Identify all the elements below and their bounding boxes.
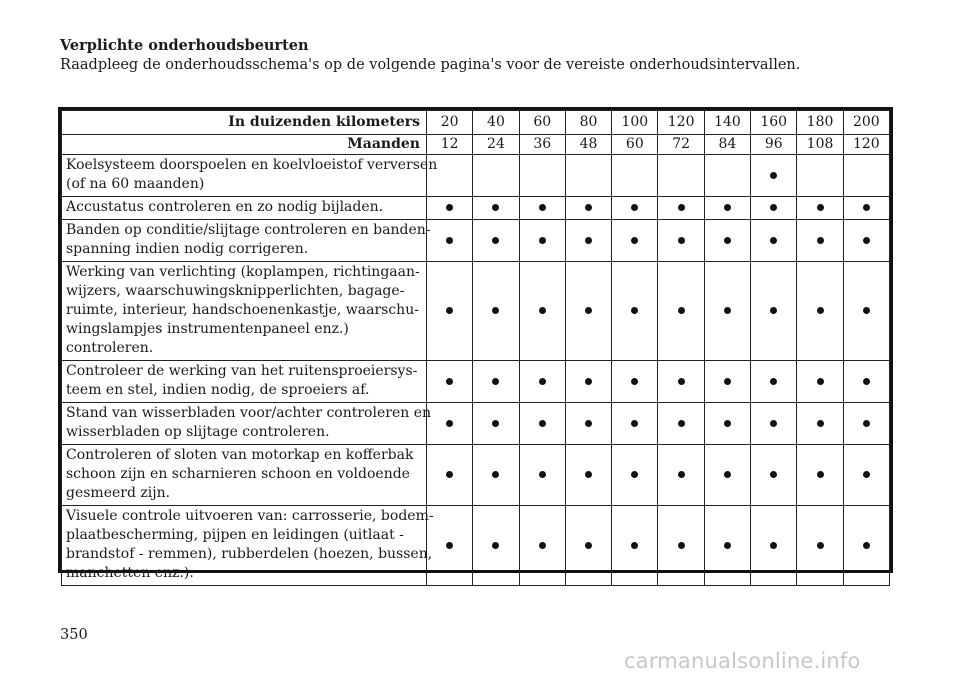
interval-cell	[704, 403, 750, 445]
required-dot-icon	[631, 204, 638, 211]
interval-cell	[612, 220, 658, 262]
interval-cell	[473, 445, 519, 506]
interval-cell	[797, 155, 843, 197]
interval-cell	[704, 262, 750, 361]
required-dot-icon	[539, 542, 546, 549]
required-dot-icon	[678, 542, 685, 549]
interval-cell	[473, 361, 519, 403]
task-row	[62, 155, 890, 197]
required-dot-icon	[492, 237, 499, 244]
interval-cell	[843, 403, 889, 445]
interval-cell	[704, 506, 750, 586]
interval-cell	[658, 361, 704, 403]
km-header-row	[62, 111, 890, 135]
required-dot-icon	[724, 237, 731, 244]
required-dot-icon	[863, 307, 870, 314]
interval-cell	[704, 197, 750, 220]
task-description-line: wingslampjes instrumentenpaneel enz.)	[66, 321, 349, 337]
interval-cell	[751, 197, 797, 220]
months-value: 36	[519, 135, 565, 155]
interval-cell	[612, 403, 658, 445]
interval-cell	[612, 262, 658, 361]
interval-cell	[612, 361, 658, 403]
required-dot-icon	[492, 420, 499, 427]
required-dot-icon	[539, 471, 546, 478]
task-description	[62, 361, 427, 403]
interval-cell	[843, 197, 889, 220]
required-dot-icon	[585, 542, 592, 549]
maintenance-table	[58, 107, 893, 581]
required-dot-icon	[585, 204, 592, 211]
task-description	[62, 403, 431, 445]
interval-cell	[704, 445, 750, 506]
required-dot-icon	[817, 471, 824, 478]
required-dot-icon	[492, 307, 499, 314]
required-dot-icon	[817, 420, 824, 427]
interval-cell	[797, 262, 843, 361]
interval-cell	[751, 403, 797, 445]
interval-cell	[427, 262, 473, 361]
required-dot-icon	[724, 471, 731, 478]
required-dot-icon	[678, 378, 685, 385]
interval-cell	[473, 262, 519, 361]
interval-cell	[473, 506, 519, 586]
required-dot-icon	[770, 237, 777, 244]
required-dot-icon	[770, 471, 777, 478]
interval-cell	[565, 403, 611, 445]
required-dot-icon	[446, 471, 453, 478]
months-header-row	[62, 135, 890, 155]
interval-cell	[797, 197, 843, 220]
required-dot-icon	[585, 471, 592, 478]
interval-cell	[427, 197, 473, 220]
interval-cell	[658, 403, 704, 445]
interval-cell	[612, 445, 658, 506]
required-dot-icon	[678, 204, 685, 211]
interval-cell	[658, 262, 704, 361]
task-description-line: (of na 60 maanden)	[66, 176, 205, 192]
required-dot-icon	[539, 204, 546, 211]
interval-cell	[565, 220, 611, 262]
required-dot-icon	[770, 420, 777, 427]
required-dot-icon	[678, 307, 685, 314]
required-dot-icon	[539, 420, 546, 427]
interval-cell	[751, 361, 797, 403]
task-description-line: Accustatus controleren en zo nodig bijladen.	[66, 199, 384, 215]
task-description	[62, 262, 427, 361]
required-dot-icon	[724, 307, 731, 314]
task-row	[62, 506, 890, 586]
km-value: 180	[797, 111, 843, 135]
task-row	[62, 262, 890, 361]
required-dot-icon	[631, 542, 638, 549]
interval-cell	[751, 220, 797, 262]
required-dot-icon	[770, 204, 777, 211]
interval-cell	[612, 506, 658, 586]
months-value: 84	[704, 135, 750, 155]
km-value: 100	[612, 111, 658, 135]
required-dot-icon	[863, 542, 870, 549]
interval-cell	[519, 506, 565, 586]
interval-cell	[658, 155, 704, 197]
required-dot-icon	[863, 204, 870, 211]
required-dot-icon	[446, 204, 453, 211]
task-description	[62, 197, 427, 220]
interval-cell	[751, 155, 797, 197]
required-dot-icon	[678, 471, 685, 478]
interval-cell	[473, 155, 519, 197]
task-row	[62, 403, 890, 445]
km-value: 40	[473, 111, 519, 135]
task-description-line: Visuele controle uitvoeren van: carrosserie, bodem-	[66, 508, 434, 524]
task-description-line: wijzers, waarschuwingsknipperlichten, bagage-	[66, 283, 405, 299]
required-dot-icon	[770, 172, 777, 179]
required-dot-icon	[585, 420, 592, 427]
km-header-label: In duizenden kilometers	[62, 111, 427, 135]
required-dot-icon	[817, 204, 824, 211]
required-dot-icon	[446, 542, 453, 549]
interval-cell	[797, 506, 843, 586]
interval-cell	[519, 361, 565, 403]
required-dot-icon	[446, 307, 453, 314]
task-description-line: controleren.	[66, 340, 154, 356]
required-dot-icon	[446, 378, 453, 385]
required-dot-icon	[585, 237, 592, 244]
interval-cell	[704, 220, 750, 262]
task-description-line: plaatbescherming, pijpen en leidingen (uitlaat -	[66, 527, 404, 543]
watermark: carmanualsonline.info	[624, 649, 861, 673]
required-dot-icon	[539, 378, 546, 385]
interval-cell	[519, 262, 565, 361]
required-dot-icon	[585, 307, 592, 314]
required-dot-icon	[539, 307, 546, 314]
required-dot-icon	[770, 542, 777, 549]
required-dot-icon	[724, 542, 731, 549]
task-description-line: Koelsysteem doorspoelen en koelvloeistof verversen	[66, 157, 438, 173]
required-dot-icon	[724, 378, 731, 385]
interval-cell	[519, 403, 565, 445]
intro-text: Raadpleeg de onderhoudsschema's op de volgende pagina's voor de vereiste onderhoudsintervallen.	[60, 57, 801, 73]
interval-cell	[612, 155, 658, 197]
interval-cell	[519, 220, 565, 262]
page-number: 350	[60, 627, 88, 643]
interval-cell	[565, 506, 611, 586]
interval-cell	[843, 220, 889, 262]
maintenance-table-body	[62, 111, 890, 586]
interval-cell	[843, 262, 889, 361]
months-value: 60	[612, 135, 658, 155]
required-dot-icon	[446, 420, 453, 427]
required-dot-icon	[770, 307, 777, 314]
required-dot-icon	[585, 378, 592, 385]
task-description	[62, 506, 434, 586]
required-dot-icon	[817, 307, 824, 314]
task-row	[62, 220, 890, 262]
task-description-line: spanning indien nodig corrigeren.	[66, 241, 309, 257]
months-value: 72	[658, 135, 704, 155]
interval-cell	[751, 262, 797, 361]
interval-cell	[658, 197, 704, 220]
required-dot-icon	[817, 237, 824, 244]
km-value: 140	[704, 111, 750, 135]
months-value: 48	[565, 135, 611, 155]
required-dot-icon	[863, 471, 870, 478]
interval-cell	[473, 403, 519, 445]
task-description-line: Banden op conditie/slijtage controleren en banden-	[66, 222, 431, 238]
interval-cell	[704, 361, 750, 403]
task-description-line: Controleren of sloten van motorkap en kofferbak	[66, 447, 414, 463]
km-value: 200	[843, 111, 889, 135]
task-description-line: wisserbladen op slijtage controleren.	[66, 424, 330, 440]
interval-cell	[751, 506, 797, 586]
interval-cell	[658, 506, 704, 586]
required-dot-icon	[446, 237, 453, 244]
task-description-line: Werking van verlichting (koplampen, richtingaan-	[66, 264, 420, 280]
months-value: 108	[797, 135, 843, 155]
interval-cell	[519, 197, 565, 220]
interval-cell	[612, 197, 658, 220]
interval-cell	[565, 361, 611, 403]
required-dot-icon	[724, 204, 731, 211]
interval-cell	[658, 220, 704, 262]
interval-cell	[473, 197, 519, 220]
interval-cell	[843, 506, 889, 586]
task-description-line: brandstof - remmen), rubberdelen (hoezen, bussen,	[66, 546, 433, 562]
interval-cell	[704, 155, 750, 197]
km-value: 20	[427, 111, 473, 135]
interval-cell	[843, 445, 889, 506]
months-value: 24	[473, 135, 519, 155]
task-description	[62, 445, 427, 506]
interval-cell	[565, 445, 611, 506]
interval-cell	[797, 403, 843, 445]
task-description-line: Controleer de werking van het ruitensproeiersys-	[66, 363, 418, 379]
required-dot-icon	[631, 471, 638, 478]
interval-cell	[797, 220, 843, 262]
interval-cell	[797, 361, 843, 403]
interval-cell	[797, 445, 843, 506]
required-dot-icon	[492, 378, 499, 385]
required-dot-icon	[724, 420, 731, 427]
required-dot-icon	[678, 420, 685, 427]
interval-cell	[565, 155, 611, 197]
interval-cell	[751, 445, 797, 506]
task-description-line: ruimte, interieur, handschoenenkastje, waarschu-	[66, 302, 419, 318]
task-description-line: gesmeerd zijn.	[66, 485, 171, 501]
required-dot-icon	[492, 471, 499, 478]
interval-cell	[519, 445, 565, 506]
required-dot-icon	[539, 237, 546, 244]
months-value: 12	[427, 135, 473, 155]
interval-cell	[427, 403, 473, 445]
task-description-line: schoon zijn en scharnieren schoon en voldoende	[66, 466, 410, 482]
required-dot-icon	[631, 307, 638, 314]
task-description-line: Stand van wisserbladen voor/achter controleren en	[66, 405, 431, 421]
interval-cell	[565, 262, 611, 361]
interval-cell	[843, 361, 889, 403]
required-dot-icon	[492, 542, 499, 549]
months-header-label: Maanden	[62, 135, 427, 155]
required-dot-icon	[863, 378, 870, 385]
required-dot-icon	[863, 237, 870, 244]
task-description	[62, 155, 438, 197]
required-dot-icon	[770, 378, 777, 385]
interval-cell	[519, 155, 565, 197]
required-dot-icon	[817, 378, 824, 385]
required-dot-icon	[631, 420, 638, 427]
interval-cell	[843, 155, 889, 197]
km-value: 60	[519, 111, 565, 135]
task-description-line: teem en stel, indien nodig, de sproeiers af.	[66, 382, 370, 398]
interval-cell	[427, 220, 473, 262]
interval-cell	[427, 445, 473, 506]
required-dot-icon	[678, 237, 685, 244]
required-dot-icon	[863, 420, 870, 427]
task-row	[62, 445, 890, 506]
interval-cell	[658, 445, 704, 506]
task-description-line: manchetten enz.).	[66, 565, 194, 581]
required-dot-icon	[817, 542, 824, 549]
task-row	[62, 361, 890, 403]
km-value: 160	[751, 111, 797, 135]
interval-cell	[565, 197, 611, 220]
task-description	[62, 220, 431, 262]
interval-cell	[427, 361, 473, 403]
page-heading: Verplichte onderhoudsbeurten	[60, 37, 309, 54]
required-dot-icon	[492, 204, 499, 211]
required-dot-icon	[631, 378, 638, 385]
months-value: 96	[751, 135, 797, 155]
km-value: 80	[565, 111, 611, 135]
required-dot-icon	[631, 237, 638, 244]
task-row	[62, 197, 890, 220]
km-value: 120	[658, 111, 704, 135]
months-value: 120	[843, 135, 889, 155]
interval-cell	[473, 220, 519, 262]
